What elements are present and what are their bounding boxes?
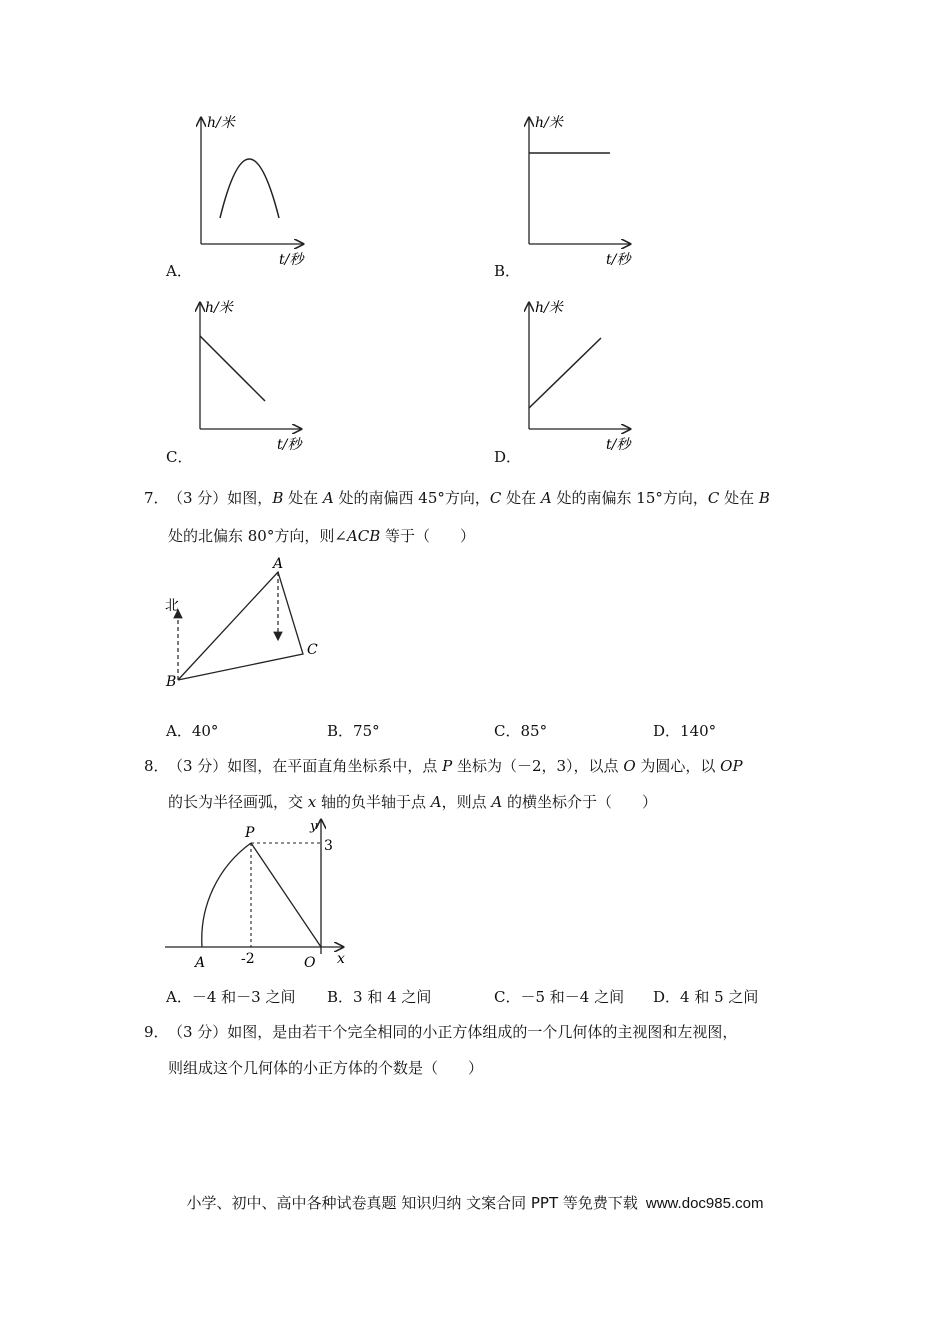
point-c-label: C (307, 642, 318, 658)
graph-option-a (185, 110, 320, 270)
q8-text-line1: （3 分）如图，在平面直角坐标系中，点 P 坐标为（－2，3），以点 O 为圆心，以 OP (168, 757, 743, 775)
x-axis-label: x (337, 951, 345, 967)
increasing-line (529, 338, 601, 408)
option-b-label[interactable]: B． (494, 262, 521, 280)
q8-option-c[interactable]: C．－5 和－4 之间 (494, 988, 625, 1006)
h-axis-label: h/米 (207, 115, 235, 131)
graph-option-d (512, 295, 647, 455)
q9-text-line2: 则组成这个几何体的小正方体的个数是（ ） (168, 1059, 484, 1077)
q8-option-d[interactable]: D．4 和 5 之间 (653, 988, 759, 1006)
q7-number: 7． (144, 489, 169, 507)
point-p-label: P (245, 825, 255, 841)
north-label: 北 (165, 598, 179, 614)
q8-number: 8． (144, 757, 169, 775)
segment-op (251, 843, 321, 947)
point-a-label: A (273, 556, 284, 572)
h-axis-label: h/米 (535, 300, 563, 316)
t-axis-label: t/秒 (279, 252, 304, 268)
q8-option-b[interactable]: B．3 和 4 之间 (327, 988, 432, 1006)
graph-option-c (185, 295, 320, 455)
q7-figure (160, 552, 330, 692)
option-d-label[interactable]: D． (494, 448, 522, 466)
tick-minus2-label: -2 (241, 951, 255, 967)
q7-option-a[interactable]: A．40° (166, 722, 219, 740)
t-axis-label: t/秒 (606, 252, 631, 268)
q7-option-d[interactable]: D．140° (653, 722, 717, 740)
q7-option-c[interactable]: C．85° (494, 722, 548, 740)
point-a-label: A (195, 955, 206, 971)
footer-text: 小学、初中、高中各种试卷真题 知识归纳 文案合同 PPT 等免费下载 (186, 1194, 638, 1212)
origin-label: O (304, 955, 316, 971)
q8-text-line2: 的长为半径画弧，交 x 轴的负半轴于点 A，则点 A 的横坐标介于（ ） (168, 793, 658, 811)
option-a-label[interactable]: A． (166, 262, 192, 280)
page-footer (0, 1192, 950, 1213)
q9-number: 9． (144, 1023, 169, 1041)
q7-text-line2: 处的北偏东 80°方向，则∠ACB 等于（ ） (168, 527, 476, 545)
q9-text-line1: （3 分）如图，是由若干个完全相同的小正方体组成的一个几何体的主视图和左视图， (168, 1023, 738, 1041)
footer-url[interactable]: www.doc985.com (645, 1195, 764, 1212)
decreasing-line (200, 336, 265, 401)
q7-text-line1: （3 分）如图，B 处在 A 处的南偏西 45°方向，C 处在 A 处的南偏东 15°方向，C 处在 B (168, 489, 770, 507)
triangle-abc (178, 572, 303, 680)
y-axis-label: y (310, 819, 318, 834)
point-b-label: B (166, 674, 177, 690)
parabola-curve (220, 159, 279, 218)
q8-option-a[interactable]: A．－4 和－3 之间 (166, 988, 296, 1006)
h-axis-label: h/米 (535, 115, 563, 131)
q8-figure (160, 816, 360, 976)
t-axis-label: t/秒 (277, 437, 302, 453)
q7-option-b[interactable]: B．75° (327, 722, 380, 740)
tick-3-label: 3 (324, 838, 333, 854)
graph-option-b (512, 110, 647, 270)
arc-op (202, 843, 251, 947)
h-axis-label: h/米 (205, 300, 233, 316)
t-axis-label: t/秒 (606, 437, 631, 453)
option-c-label[interactable]: C． (166, 448, 193, 466)
